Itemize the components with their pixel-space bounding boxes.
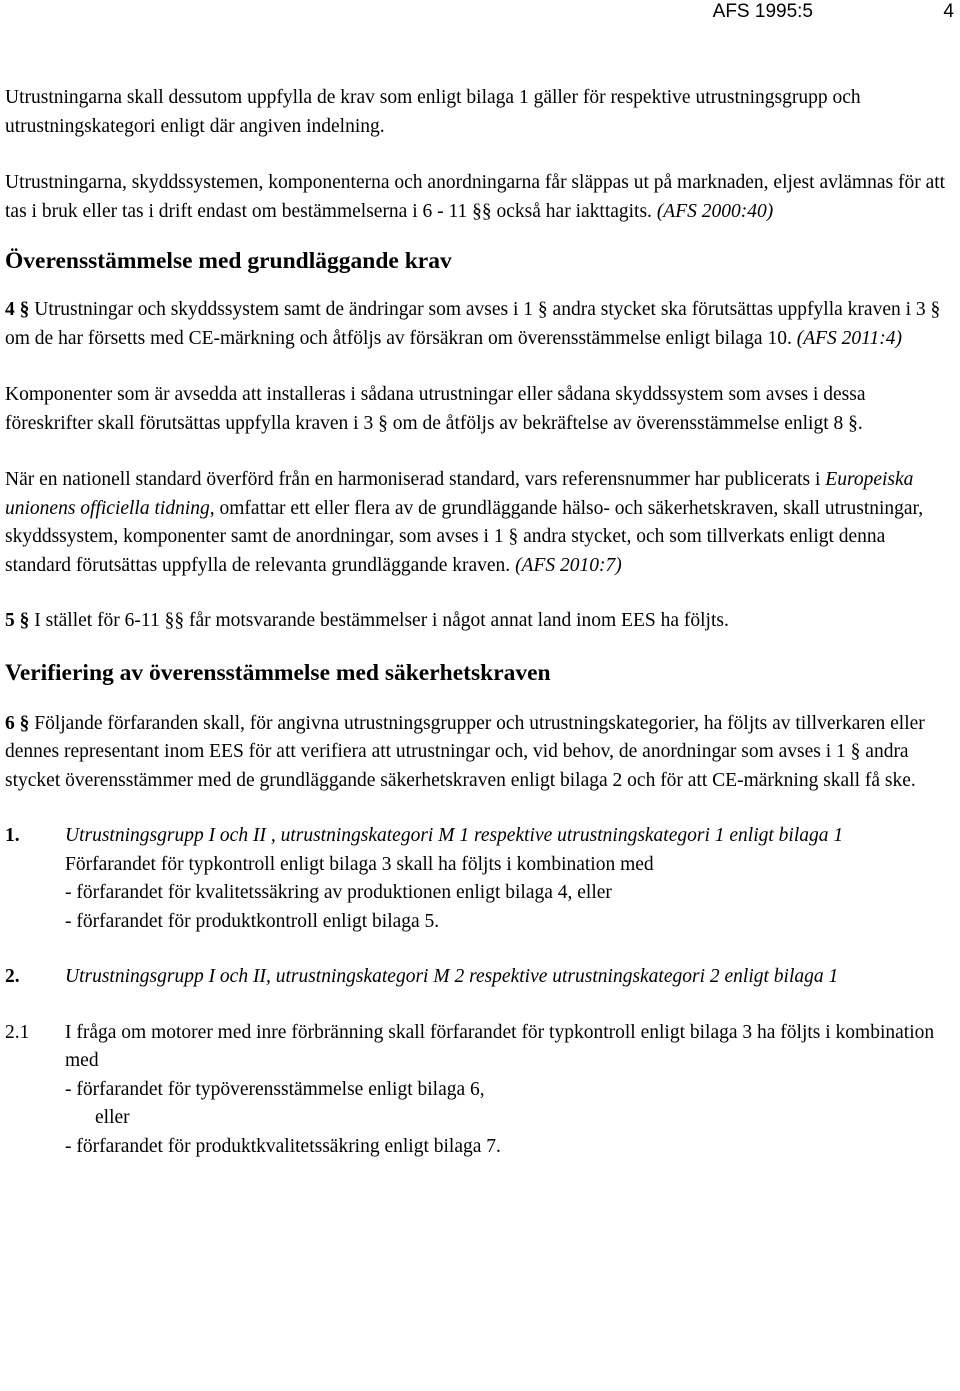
paragraph-text: , omfattar ett eller flera av de grundläggande hälso- och säkerhetskraven, skall utrustningar, skyddssystem, komponenter samt de anordningar, som avses i 1 § andra stycket, och som tillverkats enligt denna standard förutsättas uppfylla de relevanta grundläggande kraven.	[5, 497, 924, 576]
list-number: 2.	[5, 966, 20, 987]
document-reference: AFS 1995:5	[712, 1, 813, 22]
amendment-ref: (AFS 2000:40)	[656, 200, 774, 222]
amendment-ref: (AFS 2010:7)	[515, 554, 622, 576]
paragraph-intro: Utrustningarna skall dessutom uppfylla de krav som enligt bilaga 1 gäller för respektive utrustningsgrupp och utrustningskategori enligt där angiven indelning.	[5, 87, 861, 137]
section-number: 6 §	[5, 712, 30, 734]
list-dash: - förfarandet för kvalitetssäkring av produktionen enligt bilaga 4, eller	[65, 882, 612, 903]
list-dash: - förfarandet för produktkvalitetssäkring enligt bilaga 7.	[65, 1135, 501, 1157]
paragraph-components: Komponenter som är avsedda att installeras i sådana utrustningar eller sådana skyddssystem som avses i dessa föreskrifter skall förutsättas uppfylla kraven i 3 § om de åtföljs av bekräftelse av överensstämmelse enligt 8 §.	[5, 384, 866, 434]
section-4	[5, 296, 953, 353]
amendment-ref: (AFS 2011:4)	[796, 327, 902, 349]
list-number: 1.	[5, 825, 20, 846]
section-number: 5 §	[5, 610, 30, 631]
list-title: Utrustningsgrupp I och II , utrustningskategori M 1 respektive utrustningskategori 1 enligt bilaga 1	[65, 825, 844, 846]
section-heading: Verifiering av överensstämmelse med säkerhetskraven	[5, 659, 551, 686]
section-5	[5, 607, 953, 636]
section-4-text: Utrustningar och skyddssystem samt de ändringar som avses i 1 § andra stycket ska förutsättas uppfylla kraven i 3 § om de har försetts med CE-märkning och åtföljs av försäkran om överensstämmelse enligt bilaga 10.	[5, 299, 941, 349]
list-item-2-1	[5, 1019, 953, 1162]
list-text: I fråga om motorer med inre förbränning skall förfarandet för typkontroll enligt bilaga 3 ha följts i kombination med	[65, 1021, 935, 1071]
section-5-text: I stället för 6-11 §§ får motsvarande bestämmelser i något annat land inom EES ha följts.	[34, 610, 729, 631]
paragraph-release	[5, 169, 953, 226]
list-text: Förfarandet för typkontroll enligt bilaga 3 skall ha följts i kombination med	[65, 853, 654, 875]
list-item-2	[5, 963, 953, 992]
section-heading: Överensstämmelse med grundläggande krav	[5, 248, 452, 274]
list-item-1	[5, 822, 953, 936]
list-dash: - förfarandet för produktkontroll enligt bilaga 5.	[65, 910, 440, 932]
paragraph-release-text: Utrustningarna, skyddssystemen, komponenterna och anordningarna får släppas ut på marknaden, eljest avlämnas för att tas i bruk eller tas i drift endast om bestämmelserna i 6 - 11 §§ också har iakttagits.	[5, 172, 946, 222]
journal-name: Europeiska unionens officiella tidning	[5, 469, 914, 519]
page-number: 4	[943, 1, 954, 22]
paragraph-text: När en nationell standard överförd från en harmoniserad standard, vars referensnummer har publicerats i	[5, 469, 826, 490]
list-title: Utrustningsgrupp I och II, utrustningskategori M 2 respektive utrustningskategori 2 enligt bilaga 1	[65, 966, 839, 987]
document-body	[5, 84, 953, 1161]
section-6-text: Följande förfaranden skall, för angivna utrustningsgrupper och utrustningskategorier, ha följts av tillverkaren eller dennes representant inom EES för att verifiera att utrustningar och, vid behov, de anordningar som avses i 1 § andra stycket överensstämmer med de grundläggande säkerhetskraven enligt bilaga 2 och för att CE-märkning skall få ske.	[5, 712, 925, 791]
section-number: 4 §	[5, 299, 30, 320]
list-or: eller	[95, 1107, 130, 1128]
page-header	[0, 0, 960, 24]
section-6	[5, 710, 953, 796]
paragraph-national-standard	[5, 466, 953, 580]
list-dash: - förfarandet för typöverensstämmelse enligt bilaga 6,	[65, 1078, 485, 1100]
list-number: 2.1	[5, 1021, 30, 1043]
